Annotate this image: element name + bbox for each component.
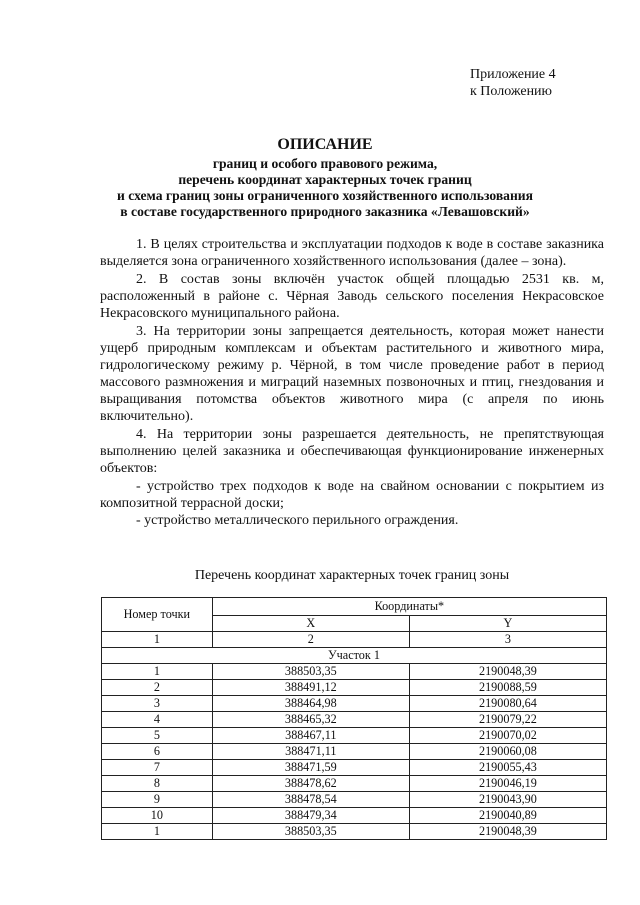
coordinate-x: 388503,35: [212, 664, 409, 680]
paragraph-4: 4. На территории зоны разрешается деятельность, не препятствующая выполнению целей заказника и обеспечивающая функционирование инженерных объектов:: [100, 427, 604, 476]
table-row: [102, 744, 607, 760]
appendix-reference: [470, 66, 556, 100]
coordinate-y: 2190048,39: [409, 664, 606, 680]
table-row: [102, 792, 607, 808]
point-number: 6: [102, 744, 213, 760]
table-header-row: [102, 598, 607, 616]
point-number: 2: [102, 680, 213, 696]
point-number: 4: [102, 712, 213, 728]
paragraph-3: 3. На территории зоны запрещается деятельность, которая может нанести ущерб природным комплексам и объектам растительного и животного мира, гидрологическому режиму р. Чёрной, в том числе проведение работ в период массового размножения и миграций наземных позвоночных и птиц, гнездования и выращивания потомства объектов животного мира (с апреля по июнь включительно).: [100, 324, 604, 424]
coordinate-x: 388479,34: [212, 808, 409, 824]
paragraph-1: 1. В целях строительства и эксплуатации подходов к воде в составе заказника выделяется зона ограниченного хозяйственного использования (далее – зона).: [100, 237, 604, 269]
section-label: Участок 1: [102, 648, 607, 664]
table-row: [102, 776, 607, 792]
point-number: 1: [102, 824, 213, 840]
heading-title: ОПИСАНИЕ: [277, 136, 373, 153]
coordinate-y: 2190046,19: [409, 776, 606, 792]
coordinate-y: 2190060,08: [409, 744, 606, 760]
coordinate-y: 2190088,59: [409, 680, 606, 696]
point-number: 3: [102, 696, 213, 712]
coordinate-x: 388464,98: [212, 696, 409, 712]
table-column-numbers-row: [102, 632, 607, 648]
coordinate-x: 388465,32: [212, 712, 409, 728]
header-x: X: [212, 616, 409, 632]
table-row: [102, 824, 607, 840]
coordinate-x: 388503,35: [212, 824, 409, 840]
coordinate-y: 2190040,89: [409, 808, 606, 824]
coordinate-x: 388471,59: [212, 760, 409, 776]
coordinate-y: 2190048,39: [409, 824, 606, 840]
table-title: Перечень координат характерных точек границ зоны: [194, 568, 510, 583]
coordinate-x: 388478,62: [212, 776, 409, 792]
coordinate-y: 2190043,90: [409, 792, 606, 808]
point-number: 10: [102, 808, 213, 824]
coordinate-x: 388478,54: [212, 792, 409, 808]
column-number-3: 3: [409, 632, 606, 648]
heading-line-4: в составе государственного природного заказника «Левашовский»: [120, 204, 530, 219]
coordinate-y: 2190070,02: [409, 728, 606, 744]
point-number: 8: [102, 776, 213, 792]
paragraph-2: 2. В состав зоны включён участок общей площадью 2531 кв. м, расположенный в районе с. Чёрная Заводь сельского поселения Некрасовское Некрасовского муниципального района.: [100, 272, 604, 321]
appendix-number: Приложение 4: [470, 67, 556, 82]
coordinate-x: 388491,12: [212, 680, 409, 696]
header-point-number: Номер точки: [102, 598, 213, 632]
point-number: 9: [102, 792, 213, 808]
point-number: 5: [102, 728, 213, 744]
coordinate-y: 2190055,43: [409, 760, 606, 776]
heading-line-1: границ и особого правового режима,: [212, 156, 438, 171]
heading-line-3: и схема границ зоны ограниченного хозяйственного использования: [116, 188, 533, 203]
table-row: [102, 760, 607, 776]
coordinate-x: 388471,11: [212, 744, 409, 760]
point-number: 7: [102, 760, 213, 776]
coordinate-y: 2190079,22: [409, 712, 606, 728]
appendix-regulation: к Положению: [470, 84, 553, 99]
point-number: 1: [102, 664, 213, 680]
header-y: Y: [409, 616, 606, 632]
coordinate-y: 2190080,64: [409, 696, 606, 712]
table-row: [102, 696, 607, 712]
column-number-1: 1: [102, 632, 213, 648]
section-row: [102, 648, 607, 664]
table-row: [102, 680, 607, 696]
header-coordinates: Координаты*: [212, 598, 606, 616]
coordinates-table: [101, 597, 607, 840]
list-item-piers: - устройство трех подходов к воде на свайном основании с покрытием из композитной террасной доски;: [100, 479, 604, 511]
document-heading: [90, 135, 560, 220]
table-row: [102, 728, 607, 744]
document-body: [100, 236, 604, 529]
table-row: [102, 664, 607, 680]
table-row: [102, 712, 607, 728]
column-number-2: 2: [212, 632, 409, 648]
coordinate-x: 388467,11: [212, 728, 409, 744]
list-item-railing: - устройство металлического перильного ограждения.: [136, 513, 459, 528]
table-row: [102, 808, 607, 824]
heading-line-2: перечень координат характерных точек границ: [178, 172, 472, 187]
